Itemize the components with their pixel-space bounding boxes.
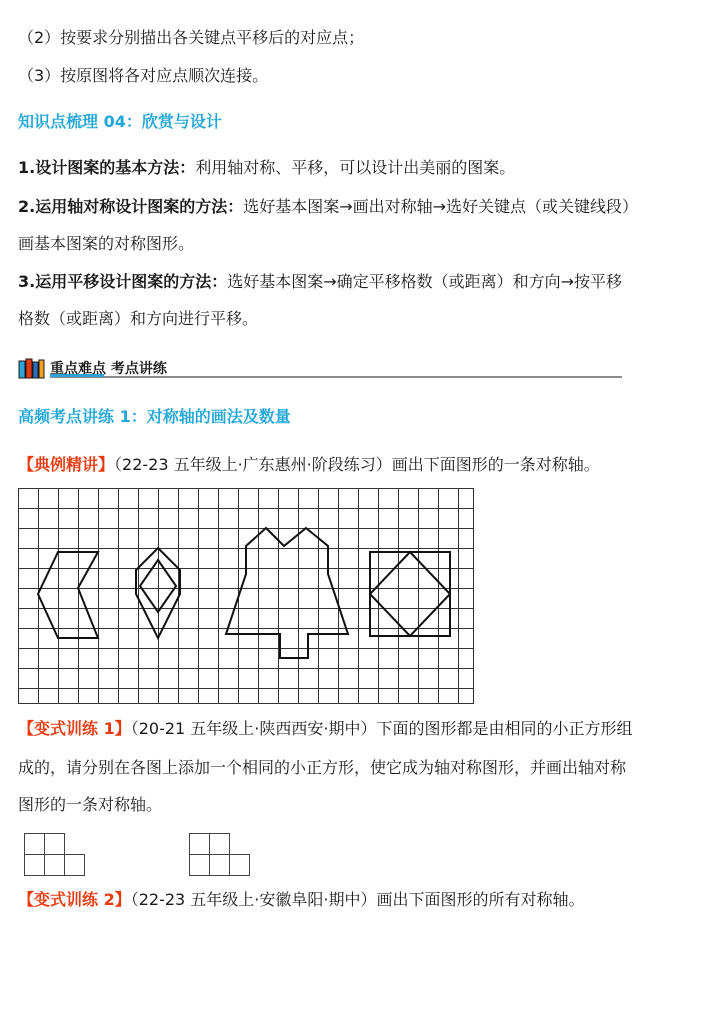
example-tag: 【典例精讲】 [18,455,115,474]
step-3: （3）按原图将各对应点顺次连接。 [18,66,269,85]
section-04-item-2 [18,197,638,217]
item-3-text-a: 选好基本图案→确定平移格数（或距离）和方向→按平移 [227,272,623,291]
variant-1-line-c: 图形的一条对称轴。 [18,795,163,814]
item-2-text-a: 选好基本图案→画出对称轴→选好关键点（或关键线段） [243,197,639,216]
variant-2-line [18,890,584,910]
drill-1-title: 高频考点讲练 1：对称轴的画法及数量 [18,407,291,426]
section-04-item-3 [18,272,622,292]
shape-bell [226,528,348,658]
example-text: （22-23 五年级上·广东惠州·阶段练习）画出下面图形的一条对称轴。 [114,455,600,474]
key-points-banner [18,357,622,379]
example-grid-figure [18,488,474,704]
small-squares-figure-1 [24,833,106,877]
books-icon [18,357,46,379]
banner-label: 重点难点 考点讲练 [50,361,167,377]
item-1-text: 利用轴对称、平移，可以设计出美丽的图案。 [195,158,516,177]
variant-1-tag: 【变式训练 1】 [18,719,131,738]
item-1-head: 1.设计图案的基本方法： [18,158,196,177]
variant-2-tag: 【变式训练 2】 [18,890,131,909]
section-04-item-1 [18,158,515,178]
variant-1-text-a: （20-21 五年级上·陕西西安·期中）下面的图形都是由相同的小正方形组 [130,719,633,738]
small-squares-figure-2 [189,833,271,877]
step-2: （2）按要求分别描出各关键点平移后的对应点； [18,28,365,47]
variant-2-text: （22-23 五年级上·安徽阜阳·期中）画出下面图形的所有对称轴。 [130,890,585,909]
item-2-head: 2.运用轴对称设计图案的方法： [18,197,244,216]
section-04-item-2-cont: 画基本图案的对称图形。 [18,234,195,253]
variant-1-line-b: 成的，请分别在各图上添加一个相同的小正方形，使它成为轴对称图形，并画出轴对称 [18,758,627,777]
variant-1-line-a [18,719,632,739]
example-line [18,455,600,475]
shape-notched-rect [38,552,98,638]
section-04-item-3-cont: 格数（或距离）和方向进行平移。 [18,309,259,328]
item-3-head: 3.运用平移设计图案的方法： [18,272,228,291]
section-04-title: 知识点梳理 04：欣赏与设计 [18,112,222,131]
grid-lines [18,488,474,704]
